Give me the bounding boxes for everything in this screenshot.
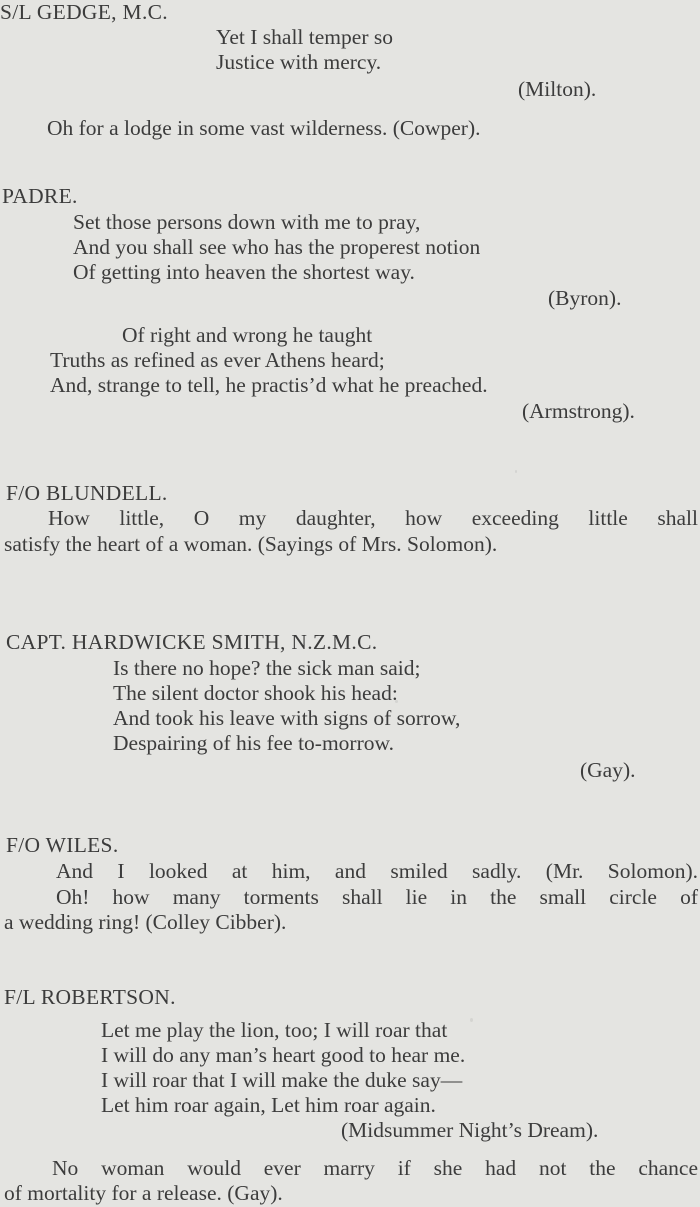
prose-line: a wedding ring! (Colley Cibber). bbox=[4, 910, 287, 934]
verse-line: Let me play the lion, too; I will roar that bbox=[101, 1018, 448, 1042]
prose-line: Oh for a lodge in some vast wilderness. (Cowper). bbox=[47, 116, 481, 140]
verse-line: I will do any man’s heart good to hear me. bbox=[101, 1043, 466, 1067]
verse-line: Is there no hope? the sick man said; bbox=[113, 656, 421, 680]
section-heading-padre: PADRE. bbox=[2, 184, 78, 208]
verse-line: And, strange to tell, he practis’d what he preached. bbox=[50, 373, 488, 397]
prose-line: No woman would ever marry if she had not the chance bbox=[52, 1156, 698, 1180]
prose-line: How little, O my daughter, how exceeding little shall bbox=[48, 506, 698, 530]
section-heading-smith: CAPT. HARDWICKE SMITH, N.Z.M.C. bbox=[6, 630, 378, 654]
section-heading-gedge: S/L GEDGE, M.C. bbox=[0, 0, 168, 24]
attribution: (Midsummer Night’s Dream). bbox=[341, 1118, 599, 1142]
section-heading-blundell: F/O BLUNDELL. bbox=[6, 481, 168, 505]
verse-line: And you shall see who has the properest notion bbox=[73, 235, 481, 259]
verse-line: Let him roar again, Let him roar again. bbox=[101, 1093, 436, 1117]
section-heading-robertson: F/L ROBERTSON. bbox=[4, 985, 176, 1009]
verse-line: Yet I shall temper so bbox=[216, 25, 393, 49]
verse-line: And took his leave with signs of sorrow, bbox=[113, 706, 461, 730]
verse-line: Justice with mercy. bbox=[216, 50, 382, 74]
verse-line: Of right and wrong he taught bbox=[122, 323, 373, 347]
verse-line: Set those persons down with me to pray, bbox=[73, 210, 421, 234]
attribution: (Milton). bbox=[518, 77, 597, 101]
verse-line: Truths as refined as ever Athens heard; bbox=[50, 348, 385, 372]
paper-speck bbox=[515, 470, 517, 473]
verse-line: I will roar that I will make the duke say— bbox=[101, 1068, 463, 1092]
verse-line: The silent doctor shook his head: bbox=[113, 681, 398, 705]
prose-line: of mortality for a release. (Gay). bbox=[4, 1181, 283, 1205]
section-heading-wiles: F/O WILES. bbox=[6, 833, 119, 857]
attribution: (Byron). bbox=[548, 286, 622, 310]
attribution: (Gay). bbox=[580, 758, 636, 782]
verse-line: Of getting into heaven the shortest way. bbox=[73, 260, 415, 284]
attribution: (Armstrong). bbox=[522, 399, 635, 423]
verse-line: Despairing of his fee to-morrow. bbox=[113, 731, 395, 755]
prose-line: And I looked at him, and smiled sadly. (Mr. Solomon). bbox=[56, 859, 698, 883]
prose-line: satisfy the heart of a woman. (Sayings of Mrs. Solomon). bbox=[4, 532, 498, 556]
paper-speck bbox=[470, 1018, 473, 1022]
prose-line: Oh! how many torments shall lie in the small circle of bbox=[56, 885, 698, 909]
